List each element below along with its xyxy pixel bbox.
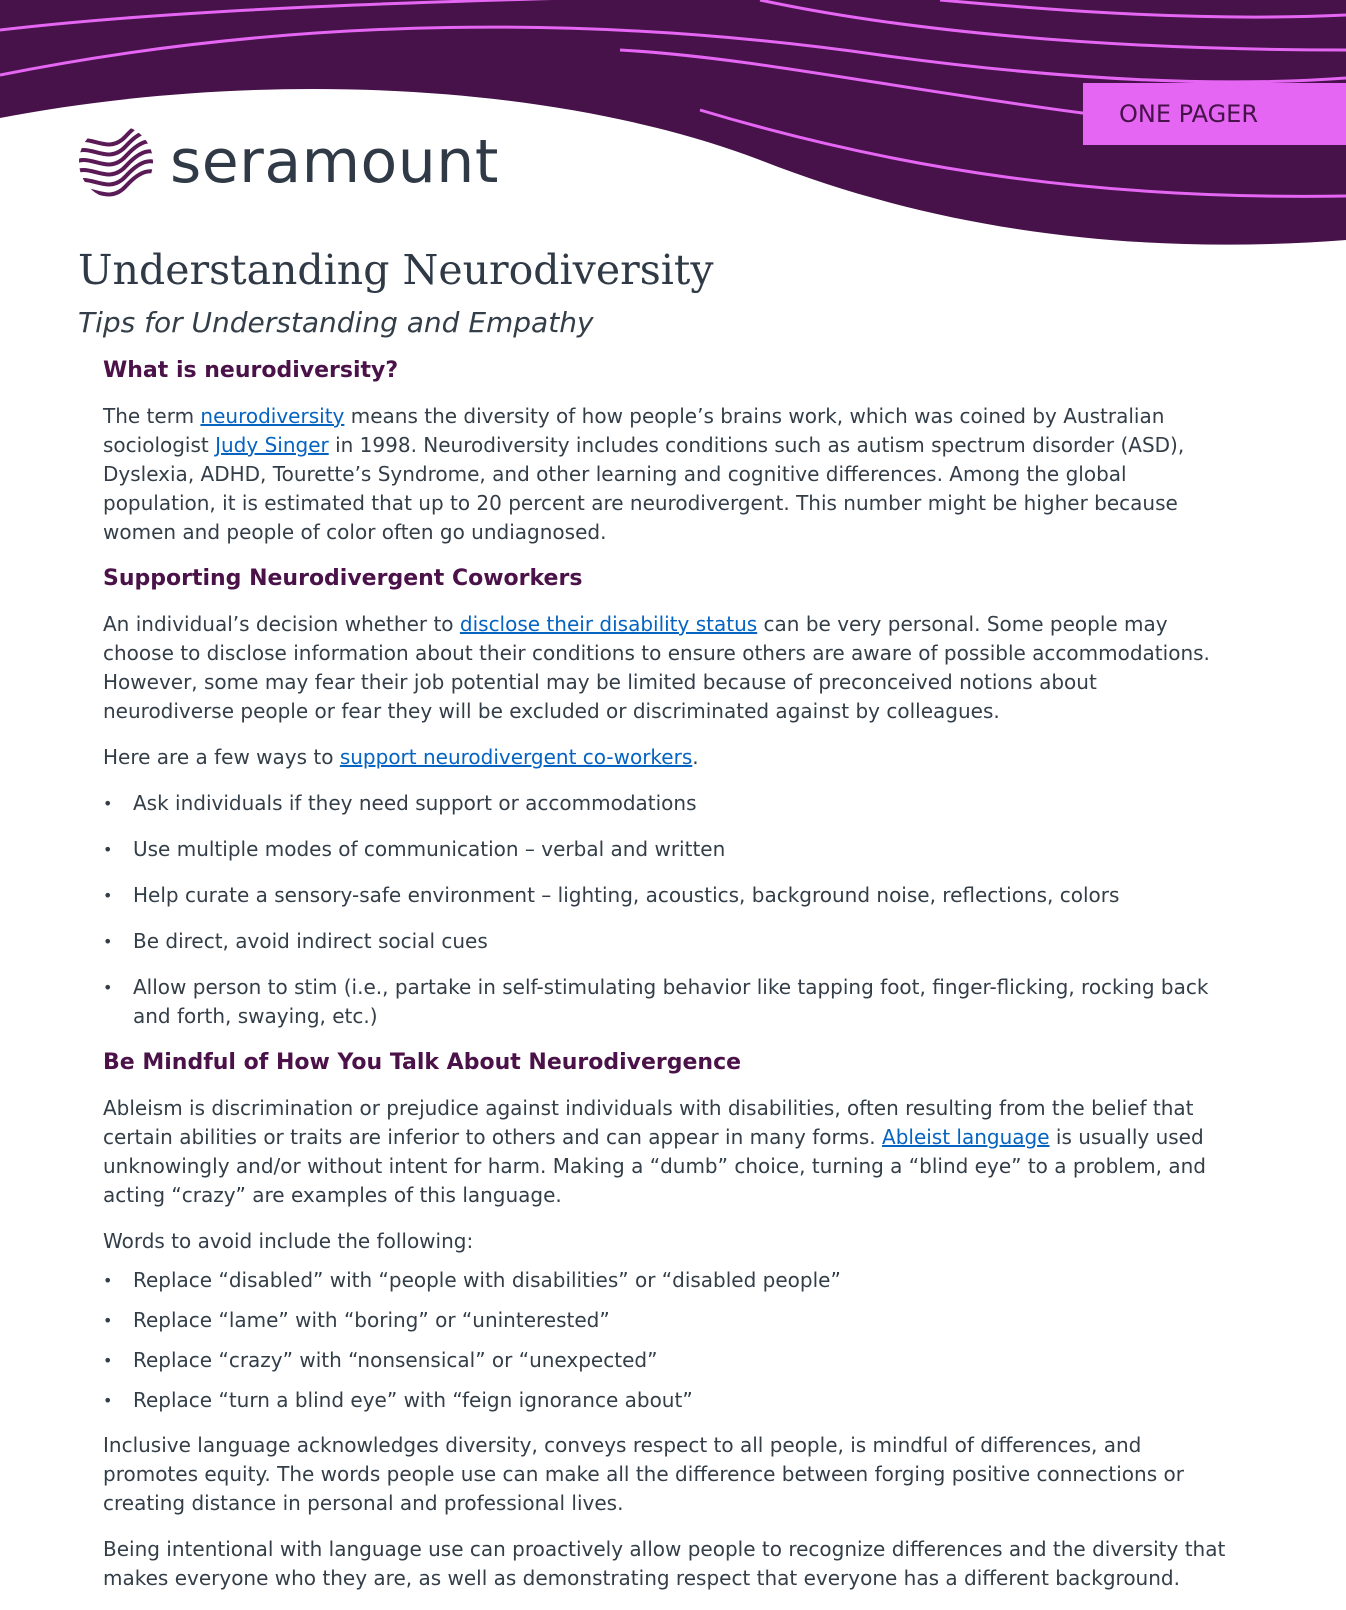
list-item: • Replace “turn a blind eye” with “feign ignorance about” [103,1386,1233,1415]
text-run: . [692,745,699,769]
section-heading-what-is: What is neurodiversity? [103,358,399,383]
text-run: in 1998. Neurodiversity includes conditions such as autism spectrum disorder (ASD), Dyslexia, ADHD, Tourette’s Syndrome, and other learning and cognitive differences. Among the global population, it is estimated that up to 20 percent are neurodivergent. This number might be higher because women and people of color often go undiagnosed. [103,433,1185,544]
list-item: • Replace “disabled” with “people with disabilities” or “disabled people” [103,1266,1233,1295]
section-heading-mindful: Be Mindful of How You Talk About Neurodivergence [103,1050,742,1075]
paragraph-ways-intro [103,743,1233,772]
link-judy-singer[interactable]: Judy Singer [215,433,329,457]
list-item: • Ask individuals if they need support or accommodations [103,789,1233,818]
support-tips-list [103,789,1233,1031]
text-run: can be very personal. Some people may choose to disclose information about their conditions to ensure others are aware of possible accommodations. However, some may fear their job potential may be limited because of preconceived notions about neurodiverse people or fear they will be excluded or discriminated against by colleagues. [103,612,1210,723]
list-item: • Be direct, avoid indirect social cues [103,927,1233,956]
link-disclose-status[interactable]: disclose their disability status [459,612,758,636]
paragraph-inclusive-language: Inclusive language acknowledges diversity, conveys respect to all people, is mindful of differences, and promotes equity. The words people use can make all the difference between forging positive connections or creating distance in personal and professional lives. [103,1433,1184,1515]
seramount-logo-icon [78,124,154,200]
page-subtitle: Tips for Understanding and Empathy [78,306,594,339]
seramount-logo [78,124,499,200]
logo-wordmark: seramount [170,127,499,197]
link-support-coworkers[interactable]: support neurodivergent co-workers [339,745,693,769]
list-item: • Replace “crazy” with “nonsensical” or “unexpected” [103,1346,1233,1375]
document-body [103,356,1233,1610]
link-ableist-language[interactable]: Ableist language [882,1125,1050,1149]
section-heading-supporting: Supporting Neurodivergent Coworkers [103,566,583,591]
paragraph-intentional: Being intentional with language use can proactively allow people to recognize differences and the diversity that makes everyone who they are, as well as demonstrating respect that everyone has a different background. [103,1537,1226,1590]
list-item: • Replace “lame” with “boring” or “uninterested” [103,1306,1233,1335]
page-title: Understanding Neurodiversity [78,246,714,294]
text-run: is usually used unknowingly and/or without intent for harm. Making a “dumb” choice, turning a “blind eye” to a problem, and acting “crazy” are examples of this language. [103,1125,1206,1207]
text-run: Ableism is discrimination or prejudice against individuals with disabilities, often resulting from the belief that certain abilities or traits are inferior to others and can appear in many forms. [103,1096,1194,1149]
text-run: Here are a few ways to [103,745,340,769]
link-neurodiversity[interactable]: neurodiversity [200,404,345,428]
words-to-avoid-list [103,1266,1233,1415]
text-run: The term [103,404,201,428]
paragraph-words-avoid: Words to avoid include the following: [103,1229,474,1253]
list-item: • Use multiple modes of communication – verbal and written [103,835,1233,864]
list-item: • Allow person to stim (i.e., partake in self-stimulating behavior like tapping foot, finger-flicking, rocking back and forth, swaying, etc.) [103,973,1233,1031]
list-item: • Help curate a sensory-safe environment – lighting, acoustics, background noise, reflections, colors [103,881,1233,910]
paragraph-ableism [103,1094,1233,1210]
text-run: An individual’s decision whether to [103,612,460,636]
paragraph-disclosure [103,610,1233,726]
paragraph-definition [103,402,1233,547]
text-run: means the diversity of how people’s brains work, which was coined by Australian sociologist [103,404,1165,457]
one-pager-badge: ONE PAGER [1083,83,1346,145]
